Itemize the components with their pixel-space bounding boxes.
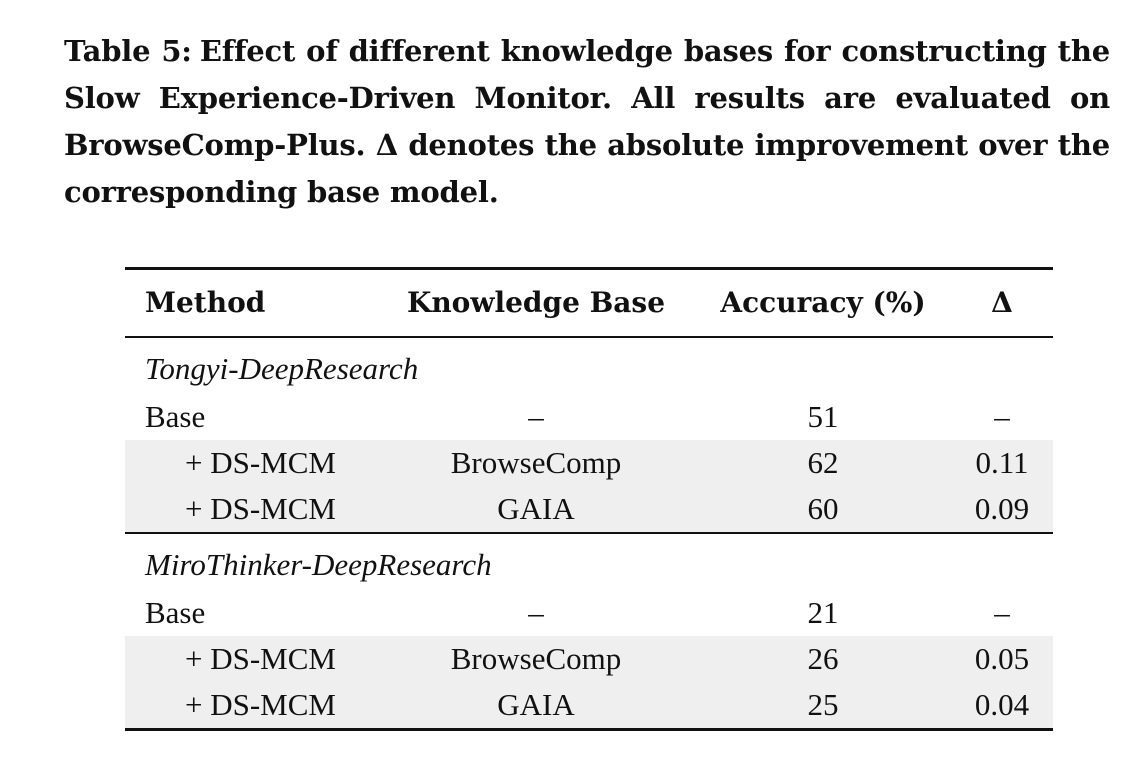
cell-knowledge-base: BrowseComp	[450, 445, 622, 480]
cell-knowledge-base: –	[528, 595, 544, 630]
header-delta: Δ	[991, 286, 1013, 319]
cell-accuracy: 62	[807, 445, 839, 480]
table-row	[125, 486, 1053, 532]
table-row	[125, 590, 1053, 636]
group-heading	[125, 534, 1053, 590]
header-knowledge-base: Knowledge Base	[406, 286, 666, 319]
table-row	[125, 394, 1053, 440]
header-method: Method	[145, 286, 266, 319]
cell-accuracy: 51	[807, 399, 839, 434]
table-header-row	[125, 270, 1053, 336]
cell-delta: –	[994, 595, 1010, 630]
cell-delta: –	[994, 399, 1010, 434]
cell-method: + DS-MCM	[185, 491, 336, 526]
cell-knowledge-base: BrowseComp	[450, 641, 622, 676]
table-row	[125, 636, 1053, 682]
cell-method: Base	[145, 399, 206, 434]
header-accuracy: Accuracy (%)	[720, 286, 926, 319]
bottom-rule	[125, 728, 1053, 731]
cell-method: Base	[145, 595, 206, 630]
group-heading	[125, 338, 1053, 394]
table-caption-label: Table 5:	[64, 34, 192, 68]
cell-method: + DS-MCM	[185, 445, 336, 480]
cell-accuracy: 60	[807, 491, 839, 526]
cell-knowledge-base: –	[528, 399, 544, 434]
group-name: MiroThinker-DeepResearch	[145, 547, 492, 582]
table-row	[125, 440, 1053, 486]
cell-knowledge-base: GAIA	[497, 687, 575, 722]
cell-accuracy: 26	[807, 641, 839, 676]
cell-accuracy: 25	[807, 687, 839, 722]
cell-knowledge-base: GAIA	[497, 491, 575, 526]
table-caption-text: Effect of different knowledge bases for constructing the Slow Experience-Driven Monitor. All results are evaluated on BrowseComp-Plus. Δ denotes the absolute improvement over the corresponding base model.	[64, 34, 1110, 209]
cell-method: + DS-MCM	[185, 687, 336, 722]
cell-delta: 0.05	[974, 641, 1030, 676]
cell-method: + DS-MCM	[185, 641, 336, 676]
results-table	[125, 267, 1053, 731]
cell-delta: 0.04	[974, 687, 1030, 722]
group-name: Tongyi-DeepResearch	[145, 351, 419, 386]
cell-delta: 0.09	[974, 491, 1030, 526]
cell-delta: 0.11	[975, 445, 1029, 480]
table-row	[125, 682, 1053, 728]
table-caption	[64, 28, 1110, 216]
cell-accuracy: 21	[807, 595, 839, 630]
